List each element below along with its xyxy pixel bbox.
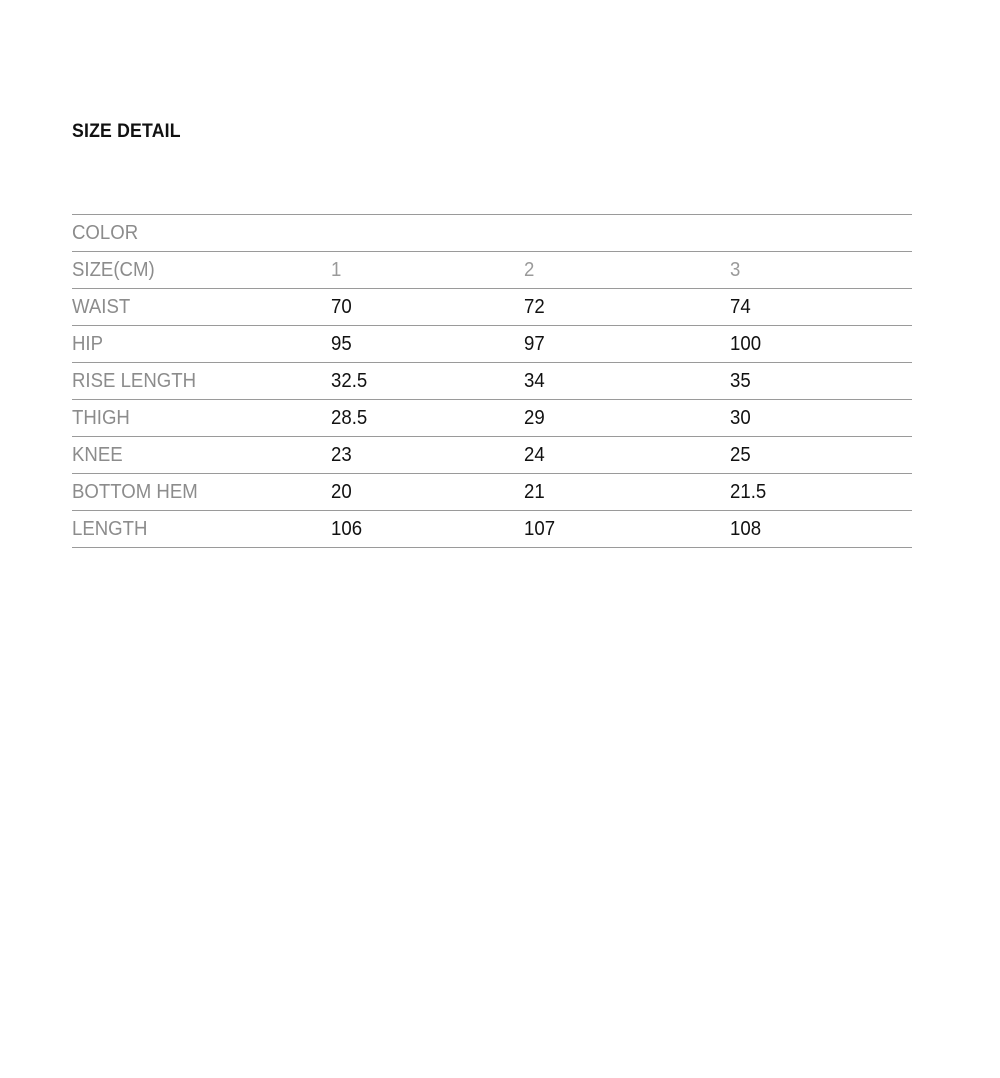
row-label: KNEE [72,437,331,474]
row-label-color: COLOR [72,215,331,252]
table-cell [730,215,912,252]
row-label: LENGTH [72,511,331,548]
table-cell: 70 [331,289,524,326]
row-label-size: SIZE(CM) [72,252,331,289]
table-row [72,400,912,437]
table-row [72,289,912,326]
column-header-size-3: 3 [730,252,912,289]
table-cell: 74 [730,289,912,326]
column-header-size-2: 2 [524,252,730,289]
table-cell: 21.5 [730,474,912,511]
table-cell: 20 [331,474,524,511]
table-cell: 30 [730,400,912,437]
table-row [72,511,912,548]
table-cell: 29 [524,400,730,437]
table-cell: 72 [524,289,730,326]
table-cell: 108 [730,511,912,548]
row-label: WAIST [72,289,331,326]
table-row [72,474,912,511]
table-row-color [72,215,912,252]
size-detail-table [72,214,912,548]
table-cell [524,215,730,252]
table-row [72,363,912,400]
table-cell: 34 [524,363,730,400]
row-label: BOTTOM HEM [72,474,331,511]
table-cell: 107 [524,511,730,548]
table-cell: 23 [331,437,524,474]
table-cell: 35 [730,363,912,400]
table-cell [331,215,524,252]
table-row [72,326,912,363]
table-cell: 100 [730,326,912,363]
table-cell: 97 [524,326,730,363]
table-cell: 95 [331,326,524,363]
row-label: HIP [72,326,331,363]
table-cell: 28.5 [331,400,524,437]
table-row [72,437,912,474]
table-cell: 25 [730,437,912,474]
table-cell: 106 [331,511,524,548]
page-title: SIZE DETAIL [72,121,181,142]
row-label: THIGH [72,400,331,437]
column-header-size-1: 1 [331,252,524,289]
table-header-row [72,252,912,289]
table-cell: 21 [524,474,730,511]
row-label: RISE LENGTH [72,363,331,400]
table-cell: 24 [524,437,730,474]
table-cell: 32.5 [331,363,524,400]
